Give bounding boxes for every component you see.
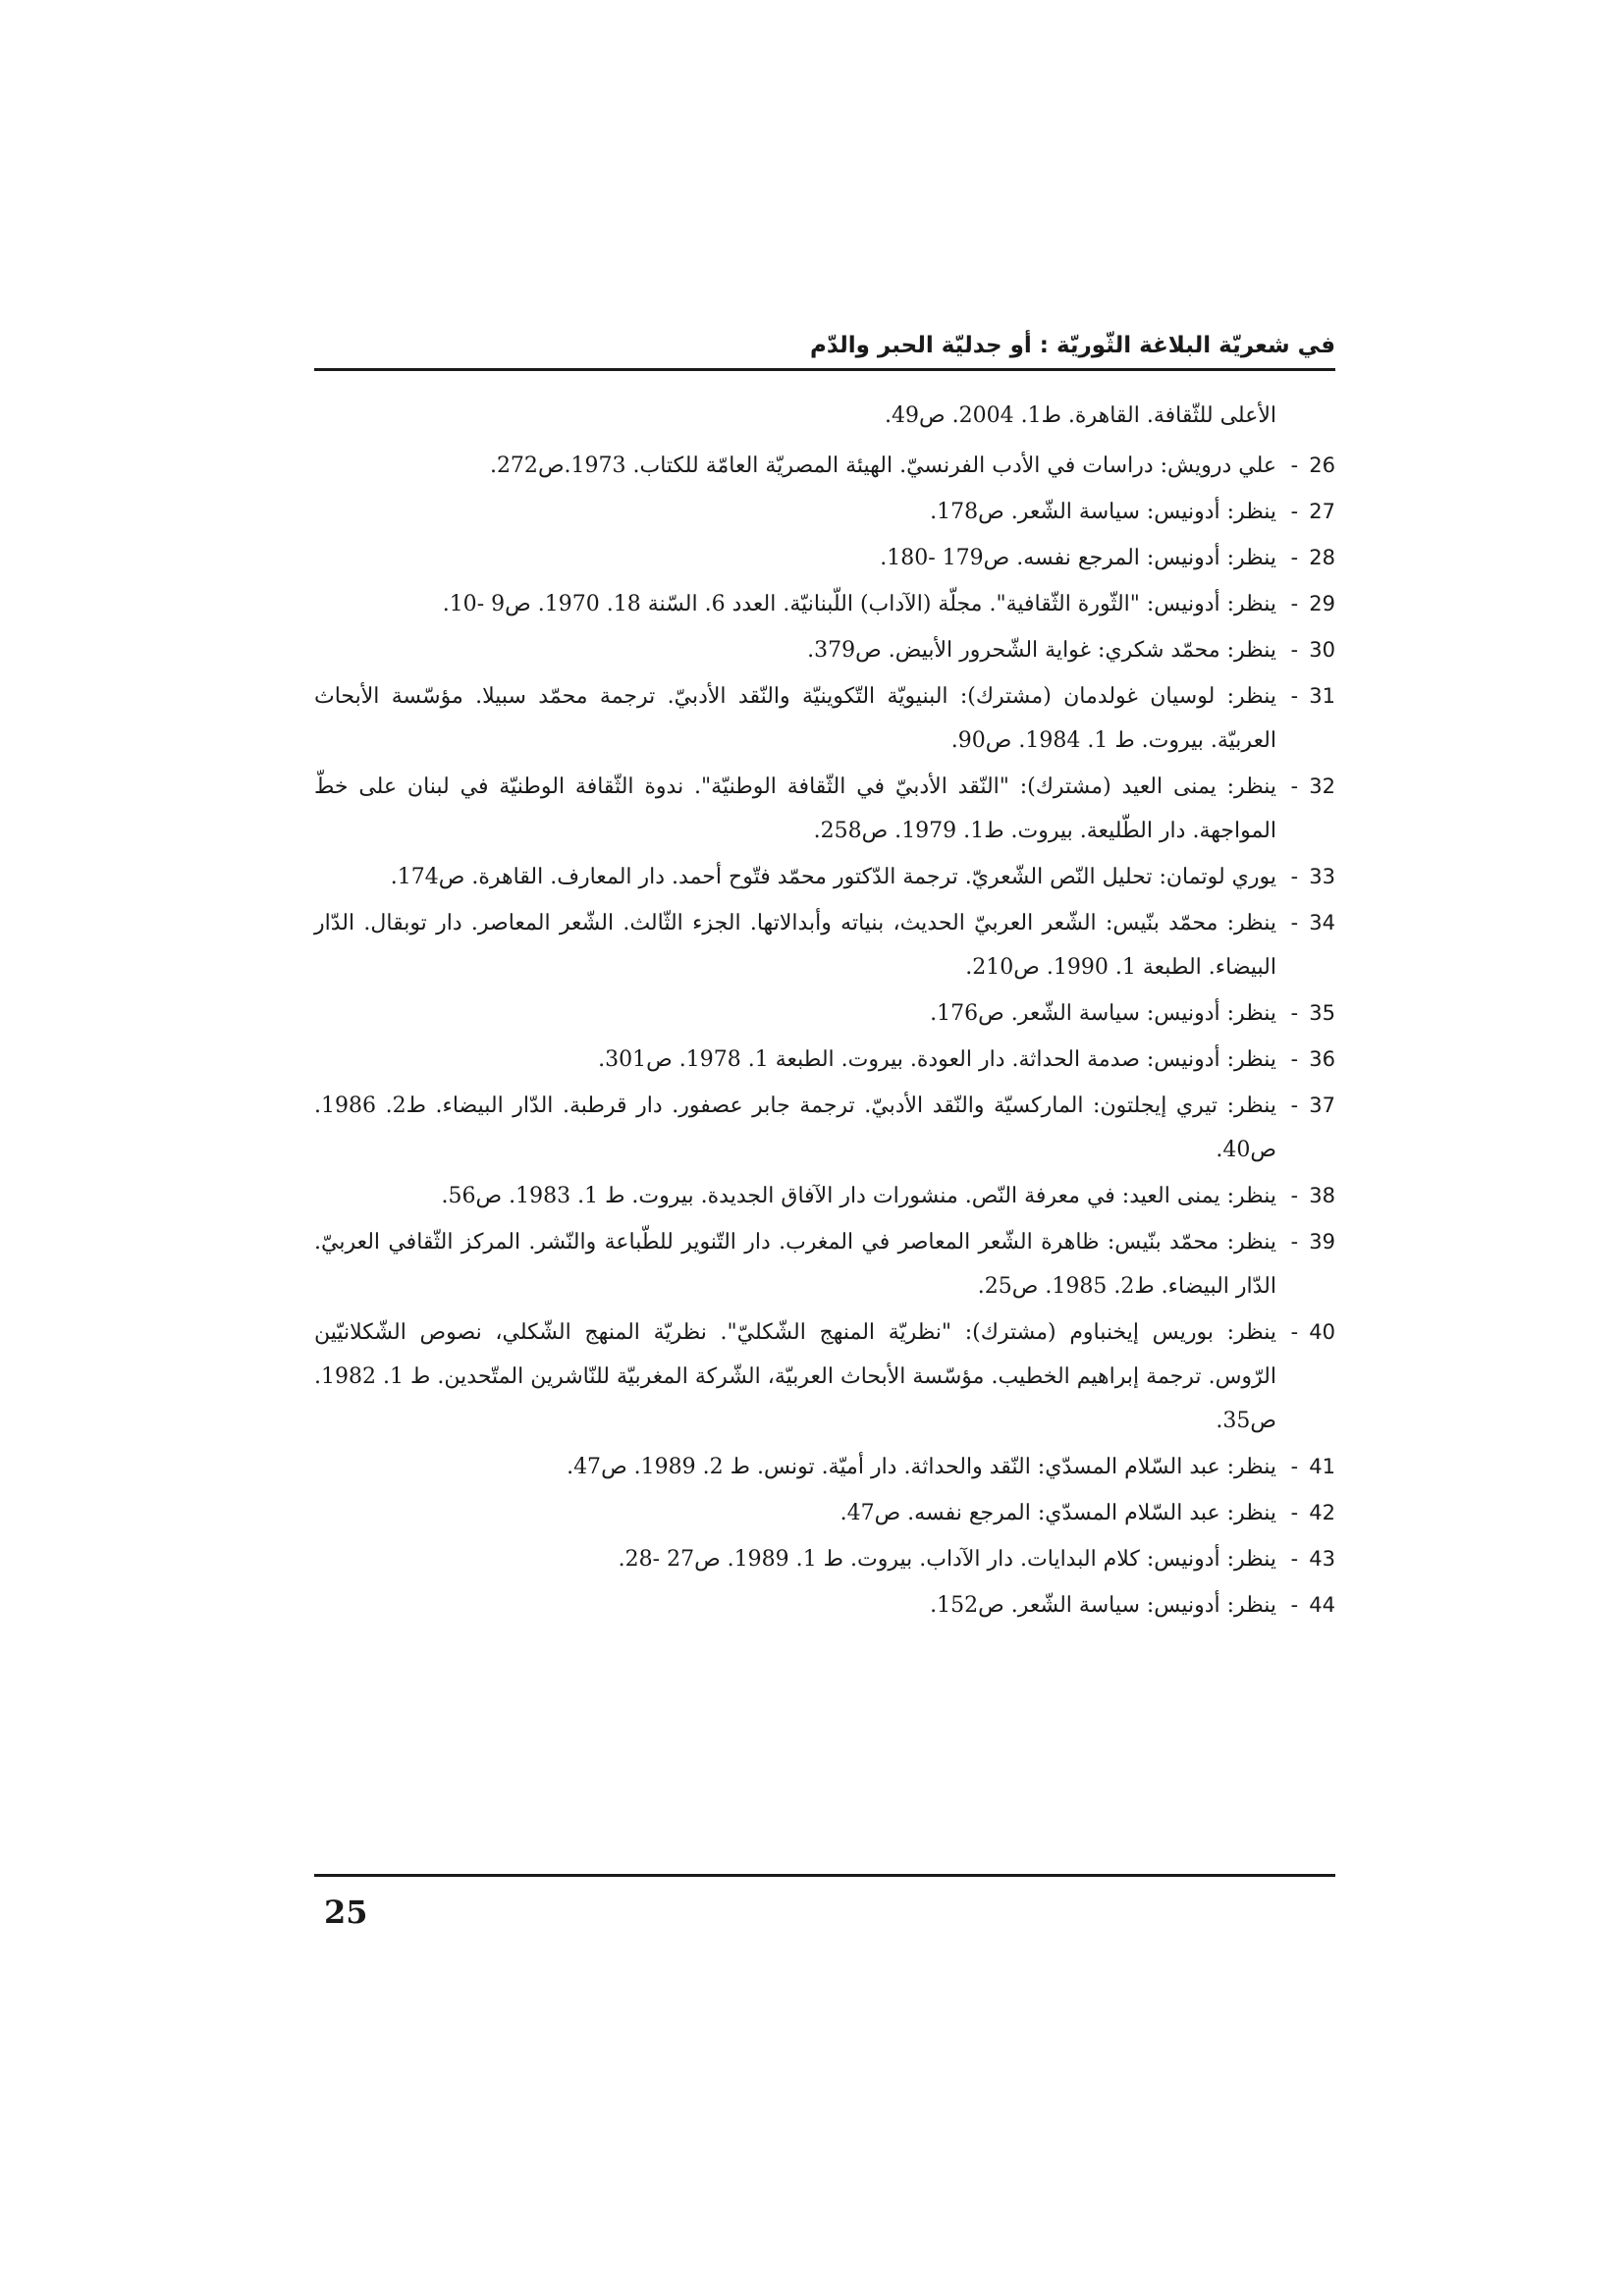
endnote-dash: - [1290,1501,1298,1525]
endnote-item [314,444,1335,488]
endnote-dash: - [1290,592,1298,616]
running-header-title: في شعريّة البلاغة الثّوريّة : أو جدليّة الحبر والدّم [809,333,1335,358]
endnote-text: ينظر: أدونيس: "الثّورة الثّقافية". مجلّة (الآداب) اللّبنانيّة. العدد 6. السّنة 18. 1970. ص9 -10. [442,592,1276,616]
notes-container [314,444,1335,1628]
endnote-number: 39 [1309,1230,1335,1254]
endnote-number: 42 [1309,1501,1335,1524]
endnote-text: ينظر: أدونيس: كلام البدايات. دار الآداب. بيروت. ط 1. 1989. ص27 -28. [618,1547,1276,1572]
endnote-number: 31 [1309,684,1335,708]
endnote-text: ينظر: أدونيس: سياسة الشّعر. ص176. [930,1001,1276,1026]
endnote-number: 43 [1309,1547,1335,1571]
endnote-item [314,628,1335,672]
endnote-text: ينظر: يمنى العيد (مشترك): "النّقد الأدبيّ في الثّقافة الوطنيّة". ندوة الثّقافة الوطنيّة في لبنان على خطّ المواجهة. دار الطّليعة. بيروت. ط1. 1979. ص258. [314,774,1276,843]
endnote-number: 36 [1309,1047,1335,1071]
endnote-dash: - [1290,500,1298,524]
endnote-item [314,765,1335,853]
endnote-number: 27 [1309,500,1335,523]
endnote-item [314,1174,1335,1218]
endnote-dash: - [1290,1094,1298,1118]
endnote-item [314,582,1335,626]
endnote-item [314,674,1335,763]
endnote-item [314,991,1335,1036]
endnote-item [314,1220,1335,1308]
endnote-text: ينظر: بوريس إيخنباوم (مشترك): "نظريّة المنهج الشّكليّ". نظريّة المنهج الشّكلي، نصوص الشّكلانيّين الرّوس. ترجمة إبراهيم الخطيب. مؤسّسة الأبحاث العربيّة، الشّركة المغربيّة للنّاشرين المتّحدين. ط 1. 1982. ص35. [314,1320,1276,1433]
endnote-text: ينظر: يمنى العيد: في معرفة النّص. منشورات دار الآفاق الجديدة. بيروت. ط 1. 1983. ص56. [441,1184,1276,1208]
endnote-item [314,490,1335,534]
endnote-text: ينظر: أدونيس: صدمة الحداثة. دار العودة. بيروت. الطبعة 1. 1978. ص301. [598,1047,1276,1072]
endnote-text: ينظر: لوسيان غولدمان (مشترك): البنيويّة التّكوينيّة والنّقد الأدبيّ. ترجمة محمّد سبيلا. مؤسّسة الأبحاث العربيّة. بيروت. ط 1. 1984. ص90. [314,684,1276,753]
endnote-text: علي درويش: دراسات في الأدب الفرنسيّ. الهيئة المصريّة العامّة للكتاب. 1973.ص272. [489,454,1276,478]
endnote-number: 44 [1309,1593,1335,1617]
endnote-dash: - [1290,638,1298,663]
endnote-item [314,1537,1335,1581]
endnote-item [314,1310,1335,1443]
endnote-item [314,901,1335,989]
endnote-item [314,1084,1335,1172]
endnote-dash: - [1290,1047,1298,1072]
endnote-dash: - [1290,1593,1298,1618]
endnote-text: ينظر: محمّد بنّيس: ظاهرة الشّعر المعاصر في المغرب. دار التّنوير للطّباعة والنّشر. المركز الثّقافي العربيّ. الدّار البيضاء. ط2. 1985. ص25. [314,1230,1276,1299]
endnote-number: 32 [1309,774,1335,798]
endnote-number: 29 [1309,592,1335,615]
endnote-number: 38 [1309,1184,1335,1207]
endnote-dash: - [1290,1320,1298,1345]
endnote-number: 37 [1309,1094,1335,1117]
endnote-dash: - [1290,1455,1298,1479]
endnote-text: ينظر: أدونيس: المرجع نفسه. ص179 -180. [880,546,1276,570]
footer-rule [314,1874,1335,1877]
endnote-dash: - [1290,774,1298,799]
page-number: 25 [324,1894,368,1931]
endnote-text: ينظر: عبد السّلام المسدّي: النّقد والحداثة. دار أميّة. تونس. ط 2. 1989. ص47. [567,1455,1276,1479]
endnote-dash: - [1290,1184,1298,1208]
endnote-dash: - [1290,454,1298,478]
endnote-number: 35 [1309,1001,1335,1025]
endnote-dash: - [1290,1230,1298,1255]
endnote-number: 40 [1309,1320,1335,1344]
endnote-text: ينظر: أدونيس: سياسة الشّعر. ص152. [930,1593,1276,1618]
endnote-text: ينظر: محمّد بنّيس: الشّعر العربيّ الحديث، بنياته وأبدالاتها. الجزء الثّالث. الشّعر المعاصر. دار توبقال. الدّار البيضاء. الطبعة 1. 1990. ص210. [314,911,1276,980]
endnote-dash: - [1290,546,1298,570]
endnote-dash: - [1290,1001,1298,1026]
endnotes-list [314,397,1335,1629]
endnote-text: يوري لوتمان: تحليل النّص الشّعريّ. ترجمة الدّكتور محمّد فتّوح أحمد. دار المعارف. القاهرة. ص174. [390,865,1276,889]
endnote-dash: - [1290,865,1298,889]
endnote-number: 30 [1309,638,1335,662]
header-rule [314,368,1335,371]
endnote-item [314,1491,1335,1535]
endnote-text: ينظر: عبد السّلام المسدّي: المرجع نفسه. ص47. [839,1501,1276,1525]
endnote-text: ينظر: أدونيس: سياسة الشّعر. ص178. [930,500,1276,524]
continued-note-text: الأعلى للثّقافة. القاهرة. ط1. 2004. ص49. [885,403,1276,428]
endnote-item [314,1583,1335,1628]
endnote-dash: - [1290,911,1298,935]
endnote-item [314,1445,1335,1489]
endnote-number: 33 [1309,865,1335,888]
endnote-number: 28 [1309,546,1335,569]
endnote-number: 26 [1309,454,1335,477]
endnote-item [314,536,1335,580]
endnote-item [314,855,1335,899]
endnote-text: ينظر: تيري إيجلتون: الماركسيّة والنّقد الأدبيّ. ترجمة جابر عصفور. دار قرطبة. الدّار البيضاء. ط2. 1986. ص40. [314,1094,1276,1162]
endnote-dash: - [1290,684,1298,709]
endnote-dash: - [1290,1547,1298,1572]
endnote-number: 34 [1309,911,1335,934]
endnote-text: ينظر: محمّد شكري: غواية الشّحرور الأبيض. ص379. [807,638,1276,663]
endnote-number: 41 [1309,1455,1335,1478]
endnote-item [314,1038,1335,1082]
